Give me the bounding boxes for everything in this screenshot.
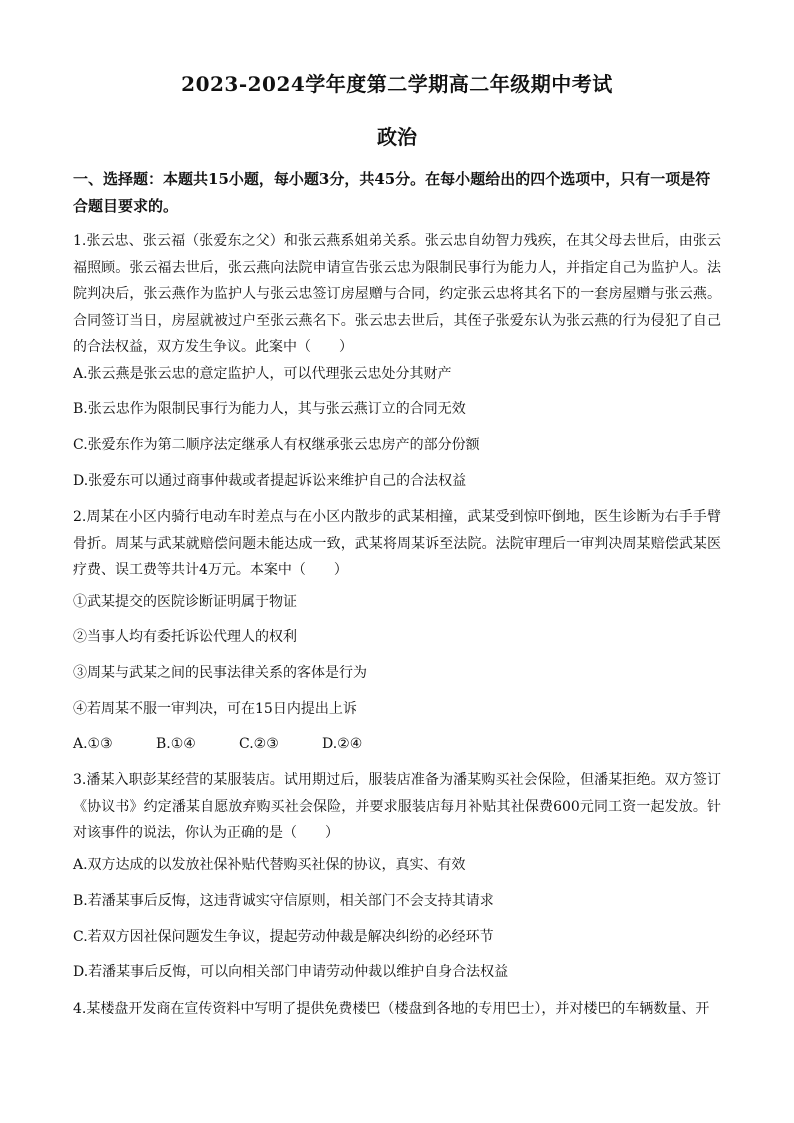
question-1-option-d: D.张爱东可以通过商事仲裁或者提起诉讼来维护自己的合法权益 [73,473,467,489]
question-1-option-c: C.张爱东作为第二顺序法定继承人有权继承张云忠房产的部分份额 [73,437,480,453]
subject-title: 政治 [377,125,417,149]
question-2-statement-2: ②当事人均有委托诉讼代理人的权利 [73,629,297,645]
question-1-option-a: A.张云燕是张云忠的意定监护人，可以代理张云忠处分其财产 [73,366,452,382]
question-1-stem: 1.张云忠、张云福（张爱东之父）和张云燕系姐弟关系。张云忠自幼智力残疾，在其父母去世后，由张云福照顾。张云福去世后，张云燕向法院申请宣告张云忠为限制民事行为能力人，并指定自己为监护人。法院判决后，张云燕作为监护人与张云忠签订房屋赠与合同，约定张云忠将其名下的一套房屋赠与张云燕。合同签订当日，房屋就被过户至张云燕名下。张云忠去世后，其侄子张爱东认为张云燕的行为侵犯了自己的合法权益，双方发生争议。此案中（ ） [73,233,721,355]
question-2-stem: 2.周某在小区内骑行电动车时差点与在小区内散步的武某相撞，武某受到惊吓倒地，医生诊断为右手手臂骨折。周某与武某就赔偿问题未能达成一致，武某将周某诉至法院。法院审理后一审判决周某赔偿武某医疗费、误工费等共计4万元。本案中（ ） [73,509,721,578]
question-2-option-d: D.②④ [322,736,363,752]
question-3-stem: 3.潘某入职彭某经营的某服装店。试用期过后，服装店准备为潘某购买社会保险，但潘某拒绝。双方签订《协议书》约定潘某自愿放弃购买社会保险，并要求服装店每月补贴其社保费600元同工资一起发放。针对该事件的说法，你认为正确的是（ ） [73,772,721,841]
question-3-option-c: C.若双方因社保问题发生争议，提起劳动仲裁是解决纠纷的必经环节 [73,929,494,945]
question-3-option-b: B.若潘某事后反悔，这违背诚实守信原则，相关部门不会支持其请求 [73,893,494,909]
question-2-option-a: A.①③ [73,736,113,752]
question-1-option-b: B.张云忠作为限制民事行为能力人，其与张云燕订立的合同无效 [73,401,466,417]
question-2-options [73,734,362,754]
section-heading: 一、选择题：本题共15小题，每小题3分，共45分。在每小题给出的四个选项中，只有一项是符合题目要求的。 [73,170,711,215]
question-2-statement-3: ③周某与武某之间的民事法律关系的客体是行为 [73,665,367,681]
question-2-option-b: B.①④ [156,736,196,752]
question-3-option-a: A.双方达成的以发放社保补贴代替购买社保的协议，真实、有效 [73,857,466,873]
question-4-stem: 4.某楼盘开发商在宣传资料中写明了提供免费楼巴（楼盘到各地的专用巴士），并对楼巴的车辆数量、开 [73,1001,710,1017]
exam-title: 2023-2024学年度第二学期高二年级期中考试 [181,72,613,96]
question-2-option-c: C.②③ [239,736,279,752]
question-3-option-d: D.若潘某事后反悔，可以向相关部门申请劳动仲裁以维护自身合法权益 [73,964,509,980]
question-2-statement-1: ①武某提交的医院诊断证明属于物证 [73,594,297,610]
question-2-statement-4: ④若周某不服一审判决，可在15日内提出上诉 [73,701,357,717]
